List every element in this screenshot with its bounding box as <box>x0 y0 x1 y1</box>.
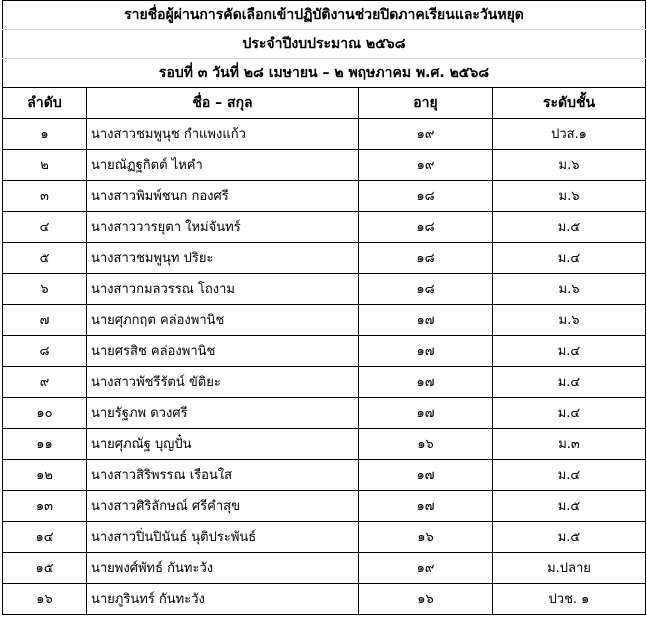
row-no: ๑๐ <box>3 398 87 429</box>
row-level: ม.๔ <box>493 336 646 367</box>
row-level: ม.๕ <box>493 491 646 522</box>
table-row <box>3 398 646 429</box>
row-no: ๖ <box>3 274 87 305</box>
table-row <box>3 429 646 460</box>
row-no: ๑ <box>3 119 87 150</box>
title-row <box>3 1 646 30</box>
row-name: นางสาวชมพูนุช กำแพงแก้ว <box>87 119 359 150</box>
table-row <box>3 181 646 212</box>
row-age: ๑๗ <box>359 336 493 367</box>
row-age: ๑๘ <box>359 212 493 243</box>
header-name: ชื่อ – สกุล <box>87 88 359 119</box>
row-name: นางสาวปิ่นปินันธ์ นุติประพันธ์ <box>87 522 359 553</box>
table-row <box>3 460 646 491</box>
row-level: ม.๖ <box>493 181 646 212</box>
row-no: ๘ <box>3 336 87 367</box>
row-no: ๗ <box>3 305 87 336</box>
row-no: ๓ <box>3 181 87 212</box>
round-row <box>3 59 646 88</box>
header-level: ระดับชั้น <box>493 88 646 119</box>
row-level: ปวช. ๑ <box>493 584 646 615</box>
row-level: ม.๖ <box>493 305 646 336</box>
row-name: นายศรสิช คล่องพานิช <box>87 336 359 367</box>
table-row <box>3 305 646 336</box>
table-row <box>3 491 646 522</box>
row-level: ม.ปลาย <box>493 553 646 584</box>
row-name: นางสาวพิมพ์ชนก กองศรี <box>87 181 359 212</box>
row-no: ๔ <box>3 212 87 243</box>
row-age: ๑๖ <box>359 429 493 460</box>
row-age: ๑๘ <box>359 181 493 212</box>
row-no: ๑๒ <box>3 460 87 491</box>
row-name: นางสาวศิริลักษณ์ ศรีคำสุข <box>87 491 359 522</box>
table-row <box>3 119 646 150</box>
row-no: ๑๖ <box>3 584 87 615</box>
row-level: ม.๕ <box>493 212 646 243</box>
row-age: ๑๖ <box>359 584 493 615</box>
row-name: นางสาวสิริพรรณ เรือนใส <box>87 460 359 491</box>
row-name: นายศุภณัฐ บุญปั๋น <box>87 429 359 460</box>
table-row <box>3 274 646 305</box>
row-level: ม.๖ <box>493 274 646 305</box>
header-age: อายุ <box>359 88 493 119</box>
row-level: ม.๔ <box>493 367 646 398</box>
row-name: นายศุภกฤต คล่องพานิช <box>87 305 359 336</box>
row-age: ๑๗ <box>359 491 493 522</box>
selection-list-table <box>2 0 646 615</box>
row-age: ๑๙ <box>359 150 493 181</box>
row-level: ม.๔ <box>493 460 646 491</box>
table-row <box>3 243 646 274</box>
row-age: ๑๘ <box>359 274 493 305</box>
row-no: ๑๓ <box>3 491 87 522</box>
row-name: นางสาวพัชรีรัตน์ ขัติยะ <box>87 367 359 398</box>
table-row <box>3 584 646 615</box>
subtitle-row <box>3 30 646 59</box>
row-no: ๙ <box>3 367 87 398</box>
table-row <box>3 150 646 181</box>
table-row <box>3 336 646 367</box>
row-no: ๑๕ <box>3 553 87 584</box>
row-level: ม.๕ <box>493 522 646 553</box>
fiscal-year-title: ประจำปีงบประมาณ ๒๕๖๘ <box>3 30 646 59</box>
row-age: ๑๙ <box>359 553 493 584</box>
row-age: ๑๗ <box>359 367 493 398</box>
row-level: ม.๓ <box>493 429 646 460</box>
sheet-title: รายชื่อผู้ผ่านการคัดเลือกเข้าปฏิบัติงานช่วยปิดภาคเรียนและวันหยุด <box>3 1 646 30</box>
row-name: นางสาวชมพูนุท ปริยะ <box>87 243 359 274</box>
row-name: นางสาวกมลวรรณ โถงาม <box>87 274 359 305</box>
row-level: ม.๔ <box>493 398 646 429</box>
row-no: ๑๔ <box>3 522 87 553</box>
row-level: ม.๖ <box>493 150 646 181</box>
row-name: นายณัฏฐกิตต์ ไหคำ <box>87 150 359 181</box>
row-age: ๑๗ <box>359 305 493 336</box>
row-name: นายพงศ์พัทธ์ กันทะวัง <box>87 553 359 584</box>
row-age: ๑๗ <box>359 460 493 491</box>
row-age: ๑๖ <box>359 522 493 553</box>
header-row <box>3 88 646 119</box>
table-row <box>3 367 646 398</box>
row-level: ม.๔ <box>493 243 646 274</box>
row-age: ๑๗ <box>359 398 493 429</box>
round-date-title: รอบที่ ๓ วันที่ ๒๘ เมษายน – ๒ พฤษภาคม พ.ศ. ๒๕๖๘ <box>3 59 646 88</box>
row-no: ๒ <box>3 150 87 181</box>
table-row <box>3 212 646 243</box>
header-no: ลำดับ <box>3 88 87 119</box>
row-name: นายรัฐภพ ดวงศรี <box>87 398 359 429</box>
row-age: ๑๘ <box>359 243 493 274</box>
row-no: ๕ <box>3 243 87 274</box>
row-age: ๑๙ <box>359 119 493 150</box>
table-row <box>3 522 646 553</box>
row-level: ปวส.๑ <box>493 119 646 150</box>
table-row <box>3 553 646 584</box>
row-no: ๑๑ <box>3 429 87 460</box>
row-name: นางสาววารยุตา ใหม่จันทร์ <box>87 212 359 243</box>
row-name: นายภูรินทร์ กันทะวัง <box>87 584 359 615</box>
